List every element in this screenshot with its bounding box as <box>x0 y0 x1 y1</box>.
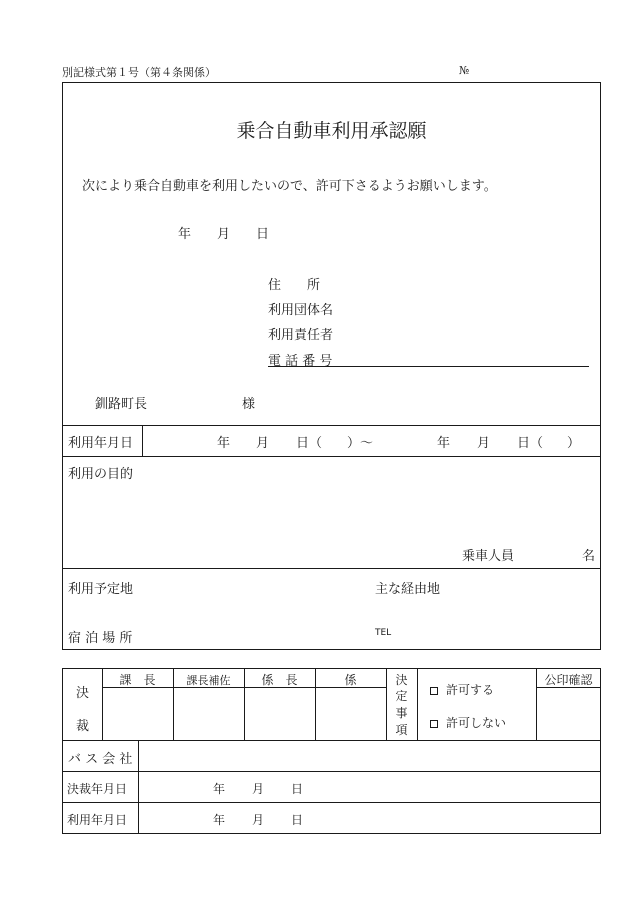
bus-company-label: バ ス 会 社 <box>68 752 133 767</box>
decision-day: 日 <box>291 782 304 796</box>
divider <box>62 802 601 803</box>
form-title: 乗合自動車利用承認願 <box>236 120 427 142</box>
divider <box>142 425 143 456</box>
form-identifier: 別記様式第１号（第４条関係） <box>62 66 216 79</box>
option-deny-label: 許可しない <box>446 716 507 730</box>
decision-year: 年 <box>213 782 226 796</box>
passengers-label: 乗車人員 <box>462 549 515 564</box>
option-allow[interactable] <box>430 681 494 698</box>
kettei-3: 事 <box>395 706 408 720</box>
divider <box>417 668 418 740</box>
col-section-chief: 課 長 <box>119 673 156 687</box>
kettei-4: 項 <box>395 723 408 737</box>
approval-table <box>62 668 601 834</box>
period-start-year: 年 <box>217 436 231 451</box>
period-end-day: 日（ <box>517 436 544 451</box>
seal-check-label: 公印確認 <box>544 673 593 687</box>
usage-day: 日 <box>291 813 304 827</box>
period-start-month: 月 <box>256 436 270 451</box>
col-subsection-chief: 係 長 <box>261 673 298 687</box>
usage-period-label: 利用年月日 <box>68 436 134 451</box>
date-day-label: 日 <box>256 227 270 242</box>
usage-year: 年 <box>213 813 226 827</box>
lodging-label: 宿 泊 場 所 <box>68 631 133 646</box>
usage-month: 月 <box>252 813 265 827</box>
divider <box>62 456 601 457</box>
passengers-unit: 名 <box>582 549 596 564</box>
col-deputy-chief: 課長補佐 <box>186 674 231 687</box>
honorific-label: 様 <box>242 397 256 412</box>
period-start-day: 日（ <box>296 436 323 451</box>
divider <box>62 568 601 569</box>
decision-month: 月 <box>252 782 265 796</box>
col-staff: 係 <box>344 673 357 687</box>
period-end-month: 月 <box>477 436 491 451</box>
divider <box>62 771 601 772</box>
checkbox-icon <box>430 687 438 695</box>
period-end-year: 年 <box>437 436 451 451</box>
option-deny[interactable] <box>430 714 506 731</box>
date-month-label: 月 <box>217 227 231 242</box>
tel-label: TEL <box>375 628 392 638</box>
decision-label-1: 決 <box>76 686 90 701</box>
period-end-close: ） <box>567 436 581 451</box>
destination-label: 利用予定地 <box>68 582 134 597</box>
divider <box>62 740 601 741</box>
period-start-close: ）～ <box>347 436 374 451</box>
divider <box>138 740 139 834</box>
address-label: 住 所 <box>268 278 321 293</box>
kettei-2: 定 <box>395 689 408 703</box>
route-label: 主な経由地 <box>375 582 441 597</box>
usage-date-label: 利用年月日 <box>67 813 128 827</box>
date-year-label: 年 <box>178 227 192 242</box>
checkbox-icon <box>430 720 438 728</box>
decision-date-label: 決裁年月日 <box>67 782 128 796</box>
responsible-person-label: 利用責任者 <box>268 328 334 343</box>
group-name-label: 利用団体名 <box>268 303 334 318</box>
phone-label: 電 話 番 号 <box>268 354 333 369</box>
request-sentence: 次により乗合自動車を利用したいので、許可下さるようお願いします。 <box>82 179 497 194</box>
addressee-label: 釧路町長 <box>95 397 148 412</box>
number-label: № <box>459 64 470 77</box>
kettei-1: 決 <box>395 673 408 687</box>
option-allow-label: 許可する <box>446 683 495 697</box>
phone-underline <box>268 366 589 367</box>
decision-label-2: 裁 <box>76 719 90 734</box>
purpose-label: 利用の目的 <box>68 467 134 482</box>
